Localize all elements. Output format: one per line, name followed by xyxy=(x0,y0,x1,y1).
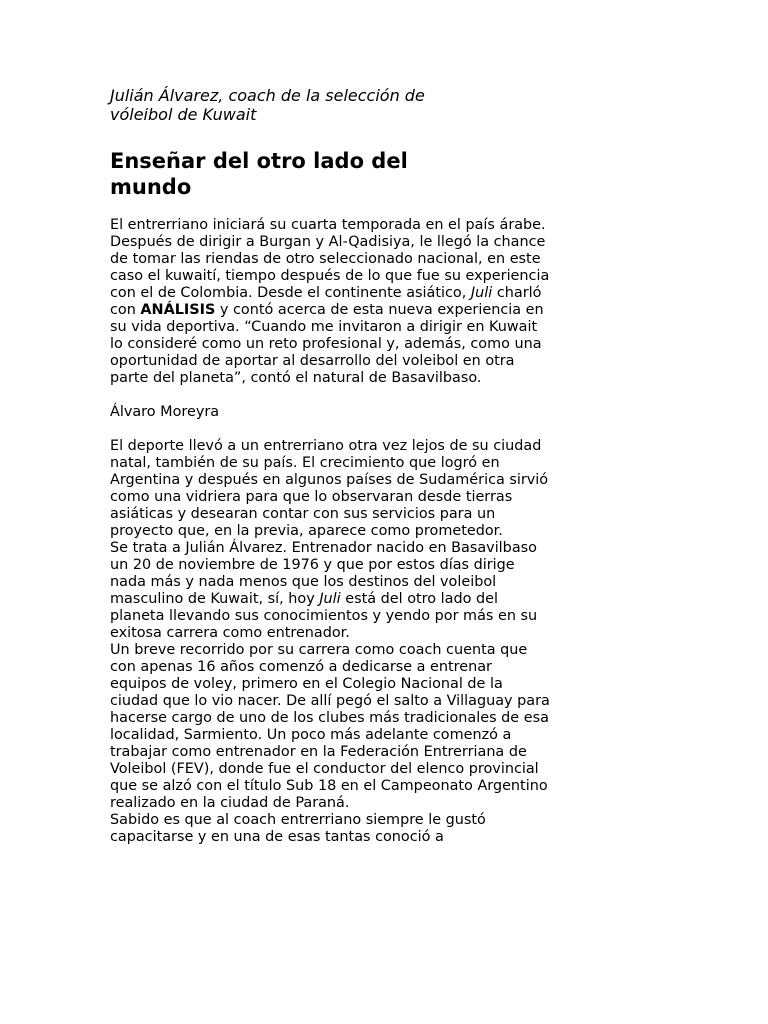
lead-text-2: charló con xyxy=(110,285,542,318)
article-subtitle xyxy=(110,86,550,124)
subtitle-line-1: Julián Álvarez, coach de la selección de xyxy=(110,86,425,105)
p2-italic-name: Juli xyxy=(319,591,341,607)
headline-line-2: mundo xyxy=(110,175,192,199)
headline-line-1: Enseñar del otro lado del xyxy=(110,149,408,173)
body-paragraph-2 xyxy=(110,540,550,642)
p2-text-2: está del otro lado del planeta llevando sus conocimientos y yendo por más en su exitosa carrera como entrenador. xyxy=(110,591,538,641)
lead-text-3: y contó acerca de esta nueva experiencia en su vida deportiva. “Cuando me invitaron a dirigir en Kuwait lo consideré como un reto profesional y, además, como una oportunidad de aportar al desarrollo del voleibol en otra parte del planeta”, contó el natural de Basavilbaso. xyxy=(110,302,544,386)
lead-text-1: El entrerriano iniciará su cuarta temporada en el país árabe. Después de dirigir a Burgan y Al-Qadisiya, le llegó la chance de tomar las riendas de otro seleccionado nacional, en este caso el kuwaití, tiempo después de lo que fue su experiencia con el de Colombia. Desde el continente asiático, xyxy=(110,217,550,301)
paragraph-gap xyxy=(110,387,550,404)
lead-bold-outlet: ANÁLISIS xyxy=(140,302,216,318)
lead-italic-name: Juli xyxy=(470,285,493,301)
byline: Álvaro Moreyra xyxy=(110,404,220,420)
subtitle-line-2: vóleibol de Kuwait xyxy=(110,105,257,124)
article-headline xyxy=(110,148,550,200)
body-paragraph-4: Sabido es que al coach entrerriano siempre le gustó capacitarse y en una de esas tantas conoció a xyxy=(110,812,486,845)
body-paragraph-1: El deporte llevó a un entrerriano otra vez lejos de su ciudad natal, también de su país. El crecimiento que logró en Argentina y después en algunos países de Sudamérica sirvió como una vidriera para que lo observaran desde tierras asiáticas y desearan contar con sus servicios para un proyecto que, en la previa, aparece como prometedor. xyxy=(110,438,549,539)
paragraph-gap xyxy=(110,421,550,438)
lead-paragraph xyxy=(110,217,550,387)
body-paragraph-3: Un breve recorrido por su carrera como coach cuenta que con apenas 16 años comenzó a dedicarse a entrenar equipos de voley, primero en el Colegio Nacional de la ciudad que lo vio nacer. De allí pegó el salto a Villaguay para hacerse cargo de uno de los clubes más tradicionales de esa localidad, Sarmiento. Un poco más adelante comenzó a trabajar como entrenador en la Federación Entrerriana de Voleibol (FEV), donde fue el conductor del elenco provincial que se alzó con el título Sub 18 en el Campeonato Argentino realizado en la ciudad de Paraná. xyxy=(110,642,550,811)
p2-text-1: Se trata a Julián Álvarez. Entrenador nacido en Basavilbaso un 20 de noviembre de 1976 y que por estos días dirige nada más y nada menos que los destinos del voleibol masculino de Kuwait, sí, hoy xyxy=(110,540,537,607)
document-page xyxy=(110,86,550,846)
